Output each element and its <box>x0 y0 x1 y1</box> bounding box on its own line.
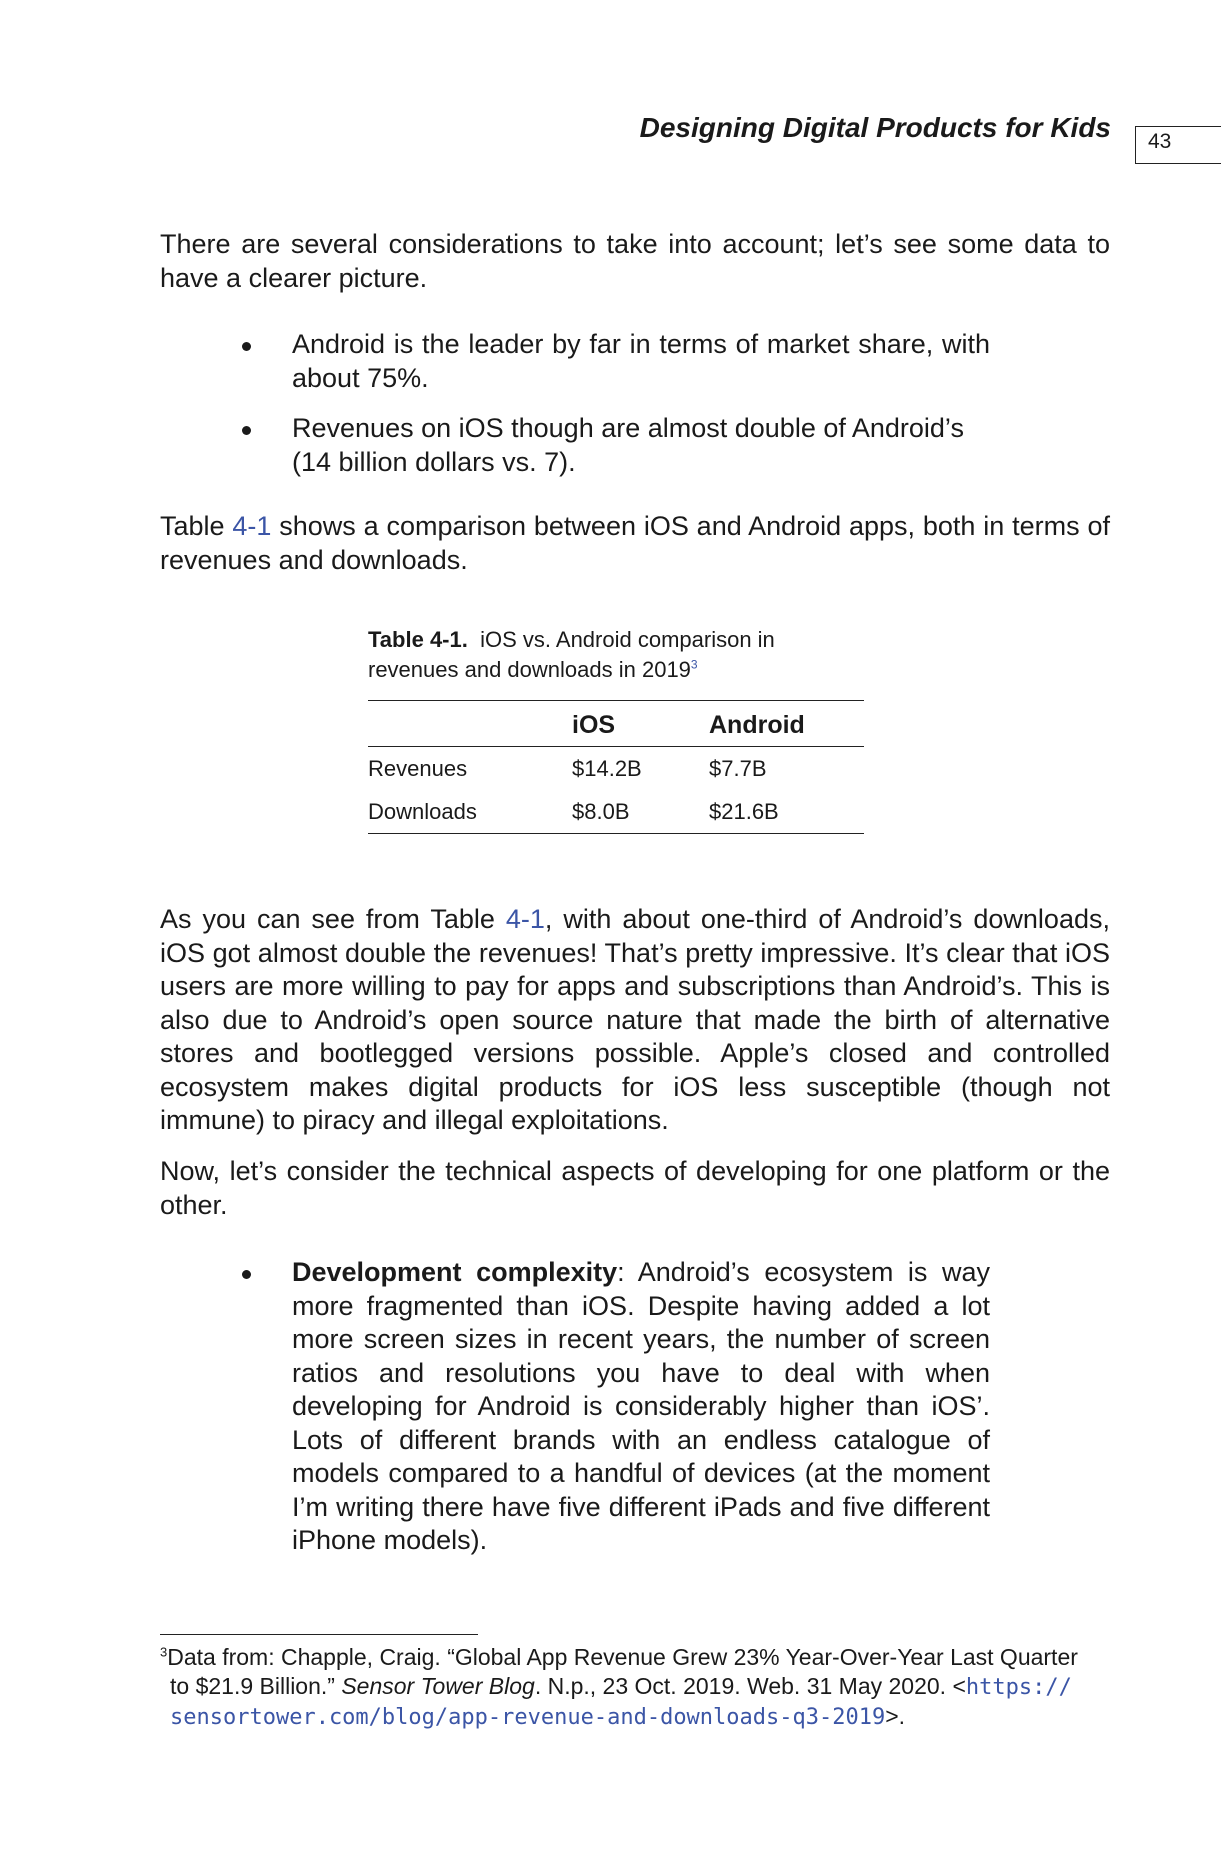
table-cell: $8.0B <box>572 790 709 834</box>
running-head <box>0 112 1221 162</box>
table-row <box>368 790 864 834</box>
market-bullet-list <box>160 328 990 479</box>
footnote-line: sensortower.com/blog/app-revenue-and-downloads-q3-2019>. <box>170 1703 906 1730</box>
footnote-url-link[interactable]: sensortower.com/blog/app-revenue-and-downloads-q3-2019 <box>170 1705 886 1730</box>
table-header-cell <box>368 701 572 747</box>
table-caption <box>368 625 828 685</box>
bullet-item <box>160 1256 990 1558</box>
table-cell: $21.6B <box>709 790 864 834</box>
table-caption-label: Table 4-1. <box>368 627 468 652</box>
page-number: 43 <box>1148 130 1172 153</box>
bullet-text: Development complexity: Android’s ecosystem is way more fragmented than iOS. Despite having added a lot more screen sizes in recent years, the number of screen ratios and resolutions you have to deal with when developing for Android is considerably higher than iOS’. Lots of different brands with an endless catalogue of models compared to a handful of devices (at the moment I’m writing there have five different iPads and five different iPhone models). <box>292 1257 991 1555</box>
bullet-text: Revenues on iOS though are almost double of Android’s (14 billion dollars vs. 7). <box>292 413 964 477</box>
page-number-box <box>1135 126 1221 164</box>
running-head-title: Designing Digital Products for Kids <box>639 112 1111 143</box>
footnote-url-link[interactable]: https:// <box>965 1675 1072 1700</box>
technical-paragraph: Now, let’s consider the technical aspects of developing for one platform or the other. <box>160 1156 1110 1220</box>
analysis-paragraph: As you can see from Table 4-1, with about one-third of Android’s downloads, iOS got almost double the revenues! That’s pretty impressive. It’s clear that iOS users are more willing to pay for apps and subscriptions than Android’s. This is also due to Android’s open source nature that made the birth of alternative stores and bootlegged versions possible. Apple’s closed and controlled ecosystem makes digital products for iOS less susceptible (though not immune) to piracy and illegal exploitations. <box>160 904 1110 1135</box>
footnote-line: to $21.9 Billion.” Sensor Tower Blog. N.p., 23 Oct. 2019. Web. 31 May 2020. <https:// <box>170 1673 1072 1700</box>
bullet-marker <box>242 1270 251 1279</box>
table-header-cell: iOS <box>572 701 709 747</box>
footnote-divider <box>160 1634 478 1635</box>
table-intro-paragraph: Table 4-1 shows a comparison between iOS and Android apps, both in terms of revenues and downloads. <box>160 511 1110 575</box>
footnote-mark: 3 <box>160 1644 168 1660</box>
table-row <box>368 747 864 791</box>
table-cell: $7.7B <box>709 756 767 781</box>
table-cell: Revenues <box>368 756 468 781</box>
table-caption-text: iOS vs. Android comparison in revenues and downloads in 2019 <box>368 627 775 682</box>
table-header-cell: Android <box>709 701 864 747</box>
footnote <box>160 1643 1110 1732</box>
table-cross-reference[interactable]: 4-1 <box>232 511 272 541</box>
intro-paragraph: There are several considerations to take into account; let’s see some data to have a clearer picture. <box>160 229 1110 293</box>
bullet-item <box>160 328 990 395</box>
footnote-source: Sensor Tower Blog <box>341 1673 535 1699</box>
bullet-term: Development complexity <box>292 1257 618 1287</box>
table-cross-reference[interactable]: 4-1 <box>505 904 545 934</box>
table-header-row <box>368 701 864 747</box>
bullet-marker <box>242 342 251 351</box>
bullet-text: Android is the leader by far in terms of market share, with about 75%. <box>292 329 990 393</box>
comparison-table <box>368 700 864 834</box>
bullet-marker <box>242 426 251 435</box>
footnote-reference[interactable]: 3 <box>690 657 698 672</box>
bullet-item <box>160 412 990 479</box>
technical-bullet-list <box>160 1256 990 1558</box>
table-cell: Downloads <box>368 790 572 834</box>
footnote-line: $^3$Data from: Chapple, Craig. “Global App Revenue Grew 23% Year-Over-Year Last Quarter <box>160 1644 1078 1670</box>
table-cell: $14.2B <box>572 756 642 781</box>
